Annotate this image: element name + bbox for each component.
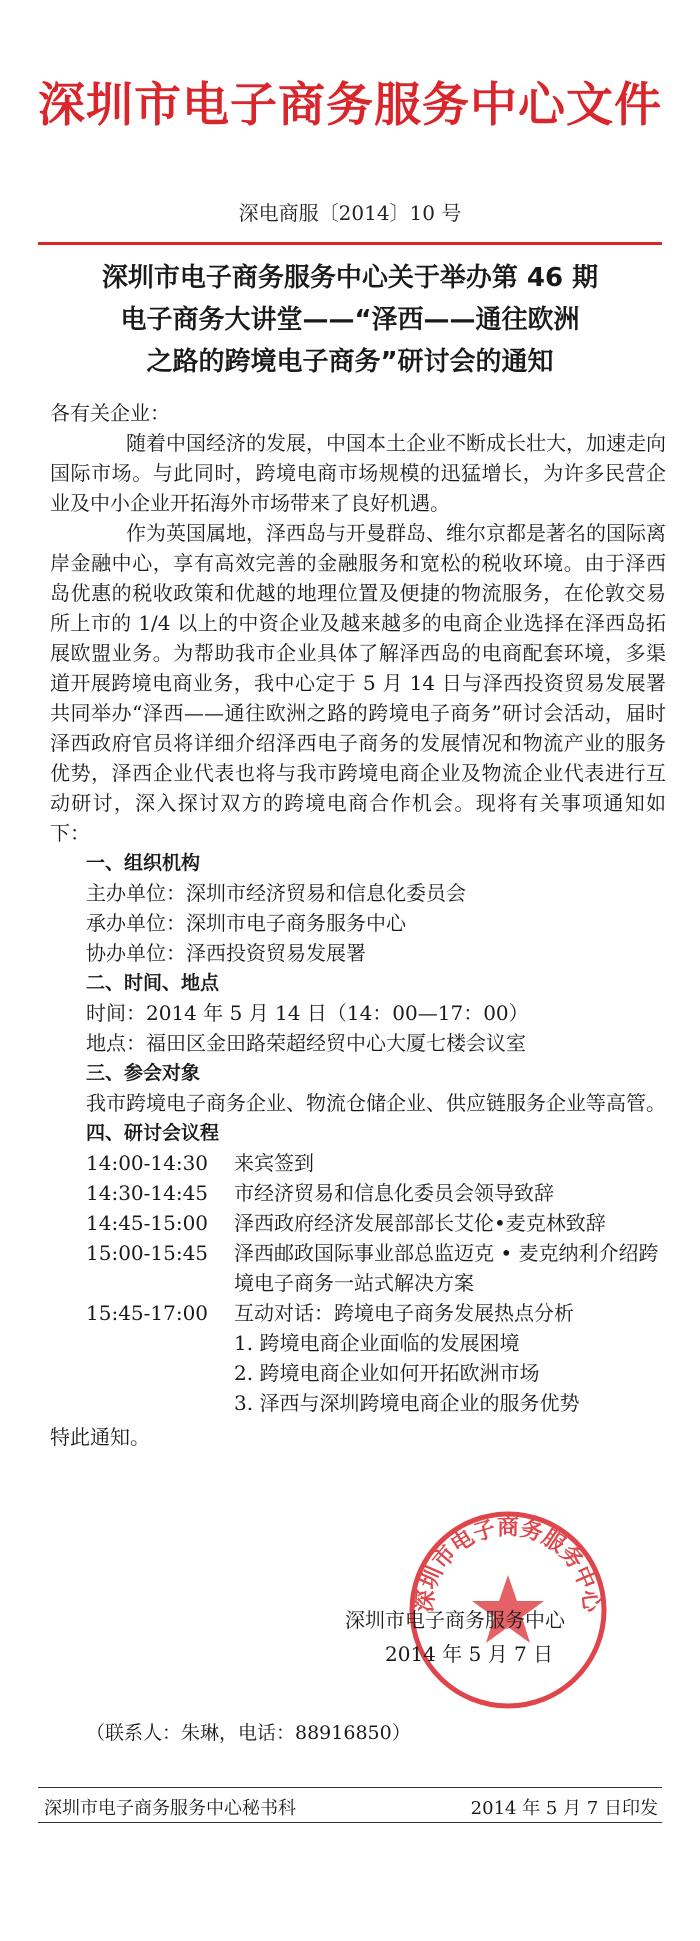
agenda-time: 14:30-14:45 <box>86 1181 209 1205</box>
notice-title <box>40 257 660 383</box>
footer-divider <box>38 1787 662 1788</box>
agenda-time: 14:00-14:30 <box>86 1151 209 1175</box>
notice-title-line: 之路的跨境电子商务”研讨会的通知 <box>146 347 554 377</box>
agenda-row <box>86 1148 666 1178</box>
co-organizer-line: 协办单位：泽西投资贸易发展署 <box>86 941 366 965</box>
time-line: 时间：2014 年 5 月 14 日（14：00—17：00） <box>86 1001 529 1025</box>
closing-text: 特此通知。 <box>50 1425 150 1449</box>
agenda-row <box>86 1238 666 1298</box>
contact-info: （联系人：朱琳，电话：88916850） <box>86 1722 411 1744</box>
seal-text: 深圳市电子商务服务中心 <box>412 1515 604 1614</box>
section-heading: 三、参会对象 <box>86 1062 201 1084</box>
organizer-line: 承办单位：深圳市电子商务服务中心 <box>86 911 406 935</box>
agenda-time: 14:45-15:00 <box>86 1211 209 1235</box>
notice-title-line: 电子商务大讲堂——“泽西——通往欧洲 <box>120 305 580 335</box>
signature-block <box>345 1603 645 1671</box>
place-line: 地点：福田区金田路荣超经贸中心大厦七楼会议室 <box>86 1031 526 1055</box>
document-number: 深电商服〔2014〕10 号 <box>238 201 462 225</box>
agenda-sub-item: 1. 跨境电商企业面临的发展困境 <box>234 1331 520 1355</box>
footer-issuer: 深圳市电子商务服务中心秘书科 <box>44 1798 296 1819</box>
agenda-sub-item: 2. 跨境电商企业如何开拓欧洲市场 <box>234 1361 540 1385</box>
agenda-item: 泽西邮政国际事业部总监迈克 • 麦克纳利介绍跨境电子商务一站式解决方案 <box>234 1241 659 1295</box>
section-heading: 四、研讨会议程 <box>86 1122 220 1144</box>
agenda-row <box>86 1178 666 1208</box>
agenda-row <box>86 1208 666 1238</box>
notice-body <box>50 398 666 1452</box>
agenda-row <box>86 1298 666 1328</box>
signature-date: 2014 年 5 月 7 日 <box>385 1642 554 1666</box>
footer-divider <box>38 1822 662 1823</box>
attendees-text: 我市跨境电子商务企业、物流仓储企业、供应链服务企业等高管。 <box>86 1091 666 1115</box>
agenda-item: 互动对话：跨境电子商务发展热点分析 <box>234 1301 574 1325</box>
agenda-item: 市经济贸易和信息化委员会领导致辞 <box>234 1181 554 1205</box>
section-heading: 一、组织机构 <box>86 852 201 874</box>
agenda-item: 泽西政府经济发展部部长艾伦•麦克林致辞 <box>234 1211 606 1235</box>
agenda-time: 15:45-17:00 <box>86 1301 209 1325</box>
agenda <box>86 1148 666 1418</box>
section-heading: 二、时间、地点 <box>86 972 220 994</box>
agenda-time: 15:00-15:45 <box>86 1241 209 1265</box>
document-header-title: 深圳市电子商务服务中心文件 <box>38 78 662 133</box>
signature-organization: 深圳市电子商务服务中心 <box>345 1608 565 1632</box>
paragraph-1: 随着中国经济的发展，中国本土企业不断成长壮大，加速走向国际市场。与此同时，跨境电商市场规模的迅猛增长，为许多民营企业及中小企业开拓海外市场带来了良好机遇。 <box>50 431 666 515</box>
agenda-sub-item: 3. 泽西与深圳跨境电商企业的服务优势 <box>234 1391 580 1415</box>
paragraph-2: 作为英国属地，泽西岛与开曼群岛、维尔京都是著名的国际离岸金融中心，享有高效完善的金融服务和宽松的税收环境。由于泽西岛优惠的税收政策和优越的地理位置及便捷的物流服务，在伦敦交易所上市的 1/4 以上的中资企业及越来越多的电商企业选择在泽西岛拓展欧盟业务。为帮助我市企业具体了解泽西岛的电商配套环境，多渠道开展跨境电商业务，我中心定于 5 月 14 日与泽西投资贸易发展署共同举办“泽西——通往欧洲之路的跨境电子商务”研讨会活动，届时泽西政府官员将详细介绍泽西电子商务的发展情况和物流产业的服务优势，泽西企业代表也将与我市跨境电商企业及物流企业代表进行互动研讨，深入探讨双方的跨境电商合作机会。现将有关事项通知如下： <box>50 521 666 845</box>
red-divider <box>38 242 662 245</box>
salutation: 各有关企业： <box>50 401 170 425</box>
agenda-item: 来宾签到 <box>234 1151 314 1175</box>
host-line: 主办单位：深圳市经济贸易和信息化委员会 <box>86 881 466 905</box>
footer-issue-date: 2014 年 5 月 7 日印发 <box>470 1798 658 1819</box>
notice-title-line: 深圳市电子商务服务中心关于举办第 46 期 <box>101 263 599 293</box>
